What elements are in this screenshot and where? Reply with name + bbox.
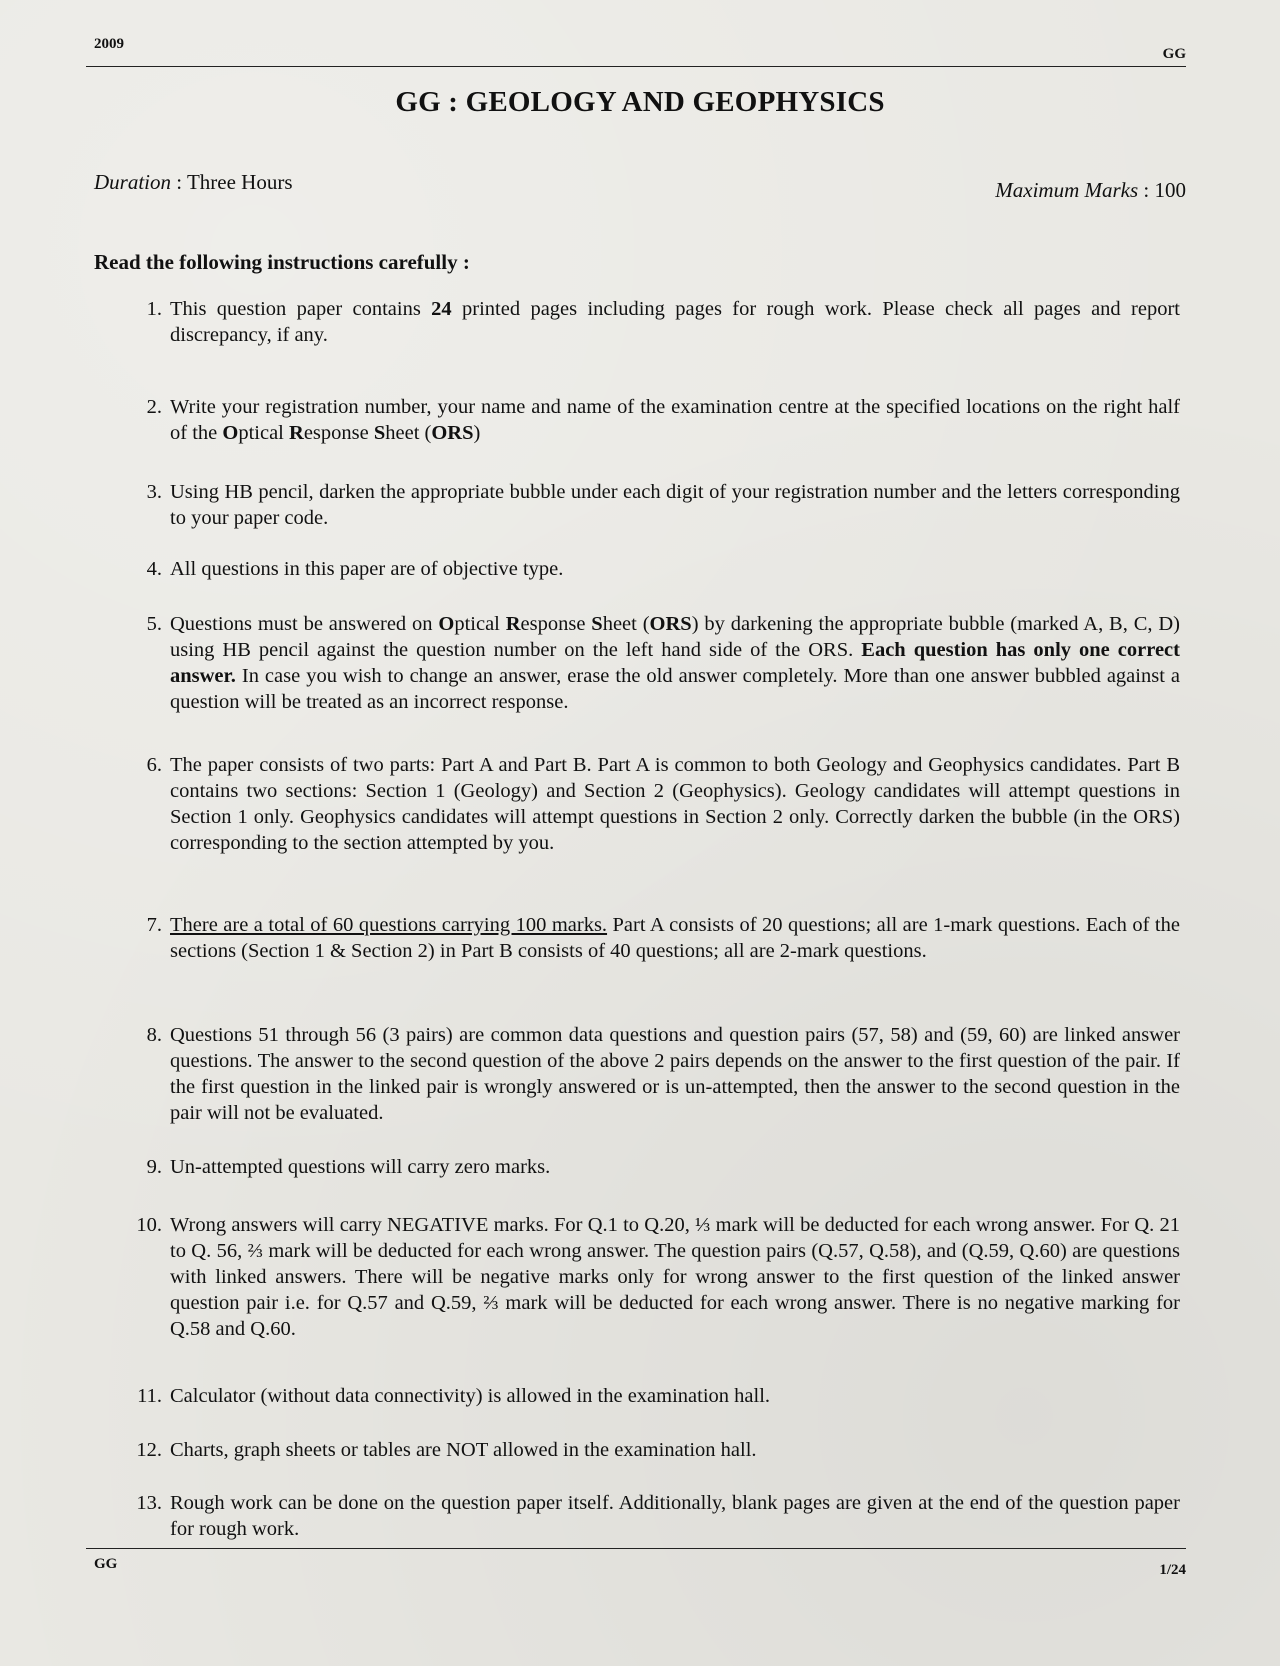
instruction-text: Wrong answers will carry NEGATIVE marks. For Q.1 to Q.20, ⅓ mark will be deducted for each wrong answer. For Q. 21 to Q. 56, ⅔ mark will be deducted for each wrong answer. The question pairs (Q.57, Q.58), and (Q.59, Q.60) are questions with linked answers. There will be negative marks only for wrong answer to the first question of the linked answer question pair i.e. for Q.57 and Q.59, ⅔ mark will be deducted for each wrong answer. There is no negative marking for Q.58 and Q.60. [170, 1214, 1180, 1340]
page-title: GG : GEOLOGY AND GEOPHYSICS [395, 86, 885, 118]
footer-paper-code: GG [94, 1556, 118, 1572]
total-questions-note: There are a total of 60 questions carrying 100 marks. [170, 914, 608, 936]
instruction-number: 6. [146, 754, 162, 776]
text-run: heet ( [385, 422, 432, 444]
instruction-number: 3. [146, 481, 162, 503]
instruction-item [126, 1383, 1180, 1409]
header-rule [86, 66, 1186, 67]
instruction-item [126, 912, 1180, 964]
text-run-bold: S [591, 613, 603, 635]
instruction-item [126, 1154, 1180, 1180]
text-run: heet ( [602, 613, 650, 635]
instruction-number: 9. [146, 1156, 162, 1178]
instruction-item [126, 1022, 1180, 1126]
text-run: This question paper contains [170, 298, 432, 320]
instruction-number: 5. [146, 613, 162, 635]
instruction-text: The paper consists of two parts: Part A and Part B. Part A is common to both Geology and Geophysics candidates. Part B contains two sections: Section 1 (Geology) and Section 2 (Geophysics). Geology candidates will attempt questions in Section 1 only. Geophysics candidates will attempt questions in Section 2 only. Correctly darken the bubble (in the ORS) corresponding to the section attempted by you. [170, 754, 1180, 854]
instruction-number: 1. [146, 298, 162, 320]
text-run: printed pages including pages for rough work. Please check all pages and report discrepancy, if any. [170, 298, 1180, 346]
instruction-text: Using HB pencil, darken the appropriate bubble under each digit of your registration number and the letters corresponding to your paper code. [170, 481, 1180, 529]
header-paper-code: GG [1162, 46, 1186, 62]
text-run: ptical [238, 422, 289, 444]
text-run: Write your registration number, your name and name of the examination centre at the specified locations on the right half of the [170, 396, 1180, 444]
instruction-text: Un-attempted questions will carry zero marks. [170, 1156, 551, 1178]
text-run: ) [473, 422, 481, 444]
instruction-number: 2. [146, 396, 162, 418]
instruction-item [126, 296, 1180, 348]
instruction-number: 13. [136, 1492, 162, 1514]
ors-abbrev: ORS [649, 613, 692, 635]
instruction-item [126, 479, 1180, 531]
text-run: esponse [520, 613, 592, 635]
instruction-number: 4. [146, 558, 162, 580]
instruction-text [170, 912, 1180, 964]
ors-abbrev: ORS [431, 422, 474, 444]
page-count: 24 [431, 298, 452, 320]
instruction-number: 12. [136, 1439, 162, 1461]
instruction-number: 8. [146, 1024, 162, 1046]
instruction-item [126, 752, 1180, 856]
text-run-bold: R [289, 422, 304, 444]
footer-page-number: 1/24 [1159, 1562, 1186, 1578]
instruction-text: Charts, graph sheets or tables are NOT allowed in the examination hall. [170, 1439, 757, 1461]
maximum-marks [995, 178, 1186, 203]
text-run: ) by darkening the appropriate bubble (marked A, B, C, D) using HB pencil against the question number on the left hand side of the ORS. [170, 613, 1180, 661]
instruction-item [126, 394, 1180, 446]
duration [94, 170, 293, 195]
one-correct-answer-note: Each question has only one correct answer. [170, 639, 1180, 687]
text-run: esponse [303, 422, 374, 444]
maximum-marks-value: : 100 [1143, 178, 1186, 202]
instruction-item [126, 556, 1180, 582]
instruction-number: 10. [136, 1214, 162, 1236]
text-run: Part A consists of 20 questions; all are 1-mark questions. Each of the sections (Section 1 & Section 2) in Part B consists of 40 questions; all are 2-mark questions. [170, 914, 1180, 962]
instruction-text: Questions 51 through 56 (3 pairs) are common data questions and question pairs (57, 58) and (59, 60) are linked answer questions. The answer to the second question of the above 2 pairs depends on the answer to the first question of the pair. If the first question in the linked pair is wrongly answered or is un-attempted, then the answer to the second question in the pair will not be evaluated. [170, 1024, 1180, 1124]
text-run: ptical [454, 613, 506, 635]
duration-label: Duration [94, 170, 172, 194]
instruction-text [170, 296, 1180, 348]
instruction-text: All questions in this paper are of objective type. [170, 558, 564, 580]
instruction-item [126, 611, 1180, 715]
footer-rule [86, 1548, 1186, 1549]
text-run-bold: R [505, 613, 521, 635]
instruction-number: 7. [146, 914, 162, 936]
text-run: In case you wish to change an answer, erase the old answer completely. More than one answer bubbled against a question will be treated as an incorrect response. [170, 665, 1180, 713]
instruction-text: Rough work can be done on the question paper itself. Additionally, blank pages are given at the end of the question paper for rough work. [170, 1492, 1180, 1540]
text-run: Questions must be answered on [170, 613, 439, 635]
instructions-heading: Read the following instructions carefully : [94, 250, 470, 274]
text-run-bold: S [373, 422, 386, 444]
instruction-text [170, 394, 1180, 446]
instruction-item [126, 1212, 1180, 1342]
instruction-text [170, 611, 1180, 715]
maximum-marks-label: Maximum Marks [995, 178, 1139, 202]
instruction-text: Calculator (without data connectivity) is allowed in the examination hall. [170, 1385, 771, 1407]
instruction-number: 11. [137, 1385, 162, 1407]
header-year: 2009 [94, 36, 124, 52]
instruction-item [126, 1490, 1180, 1542]
instruction-item [126, 1437, 1180, 1463]
duration-value: : Three Hours [176, 170, 293, 194]
text-run-bold: O [438, 613, 455, 635]
text-run-bold: O [222, 422, 239, 444]
